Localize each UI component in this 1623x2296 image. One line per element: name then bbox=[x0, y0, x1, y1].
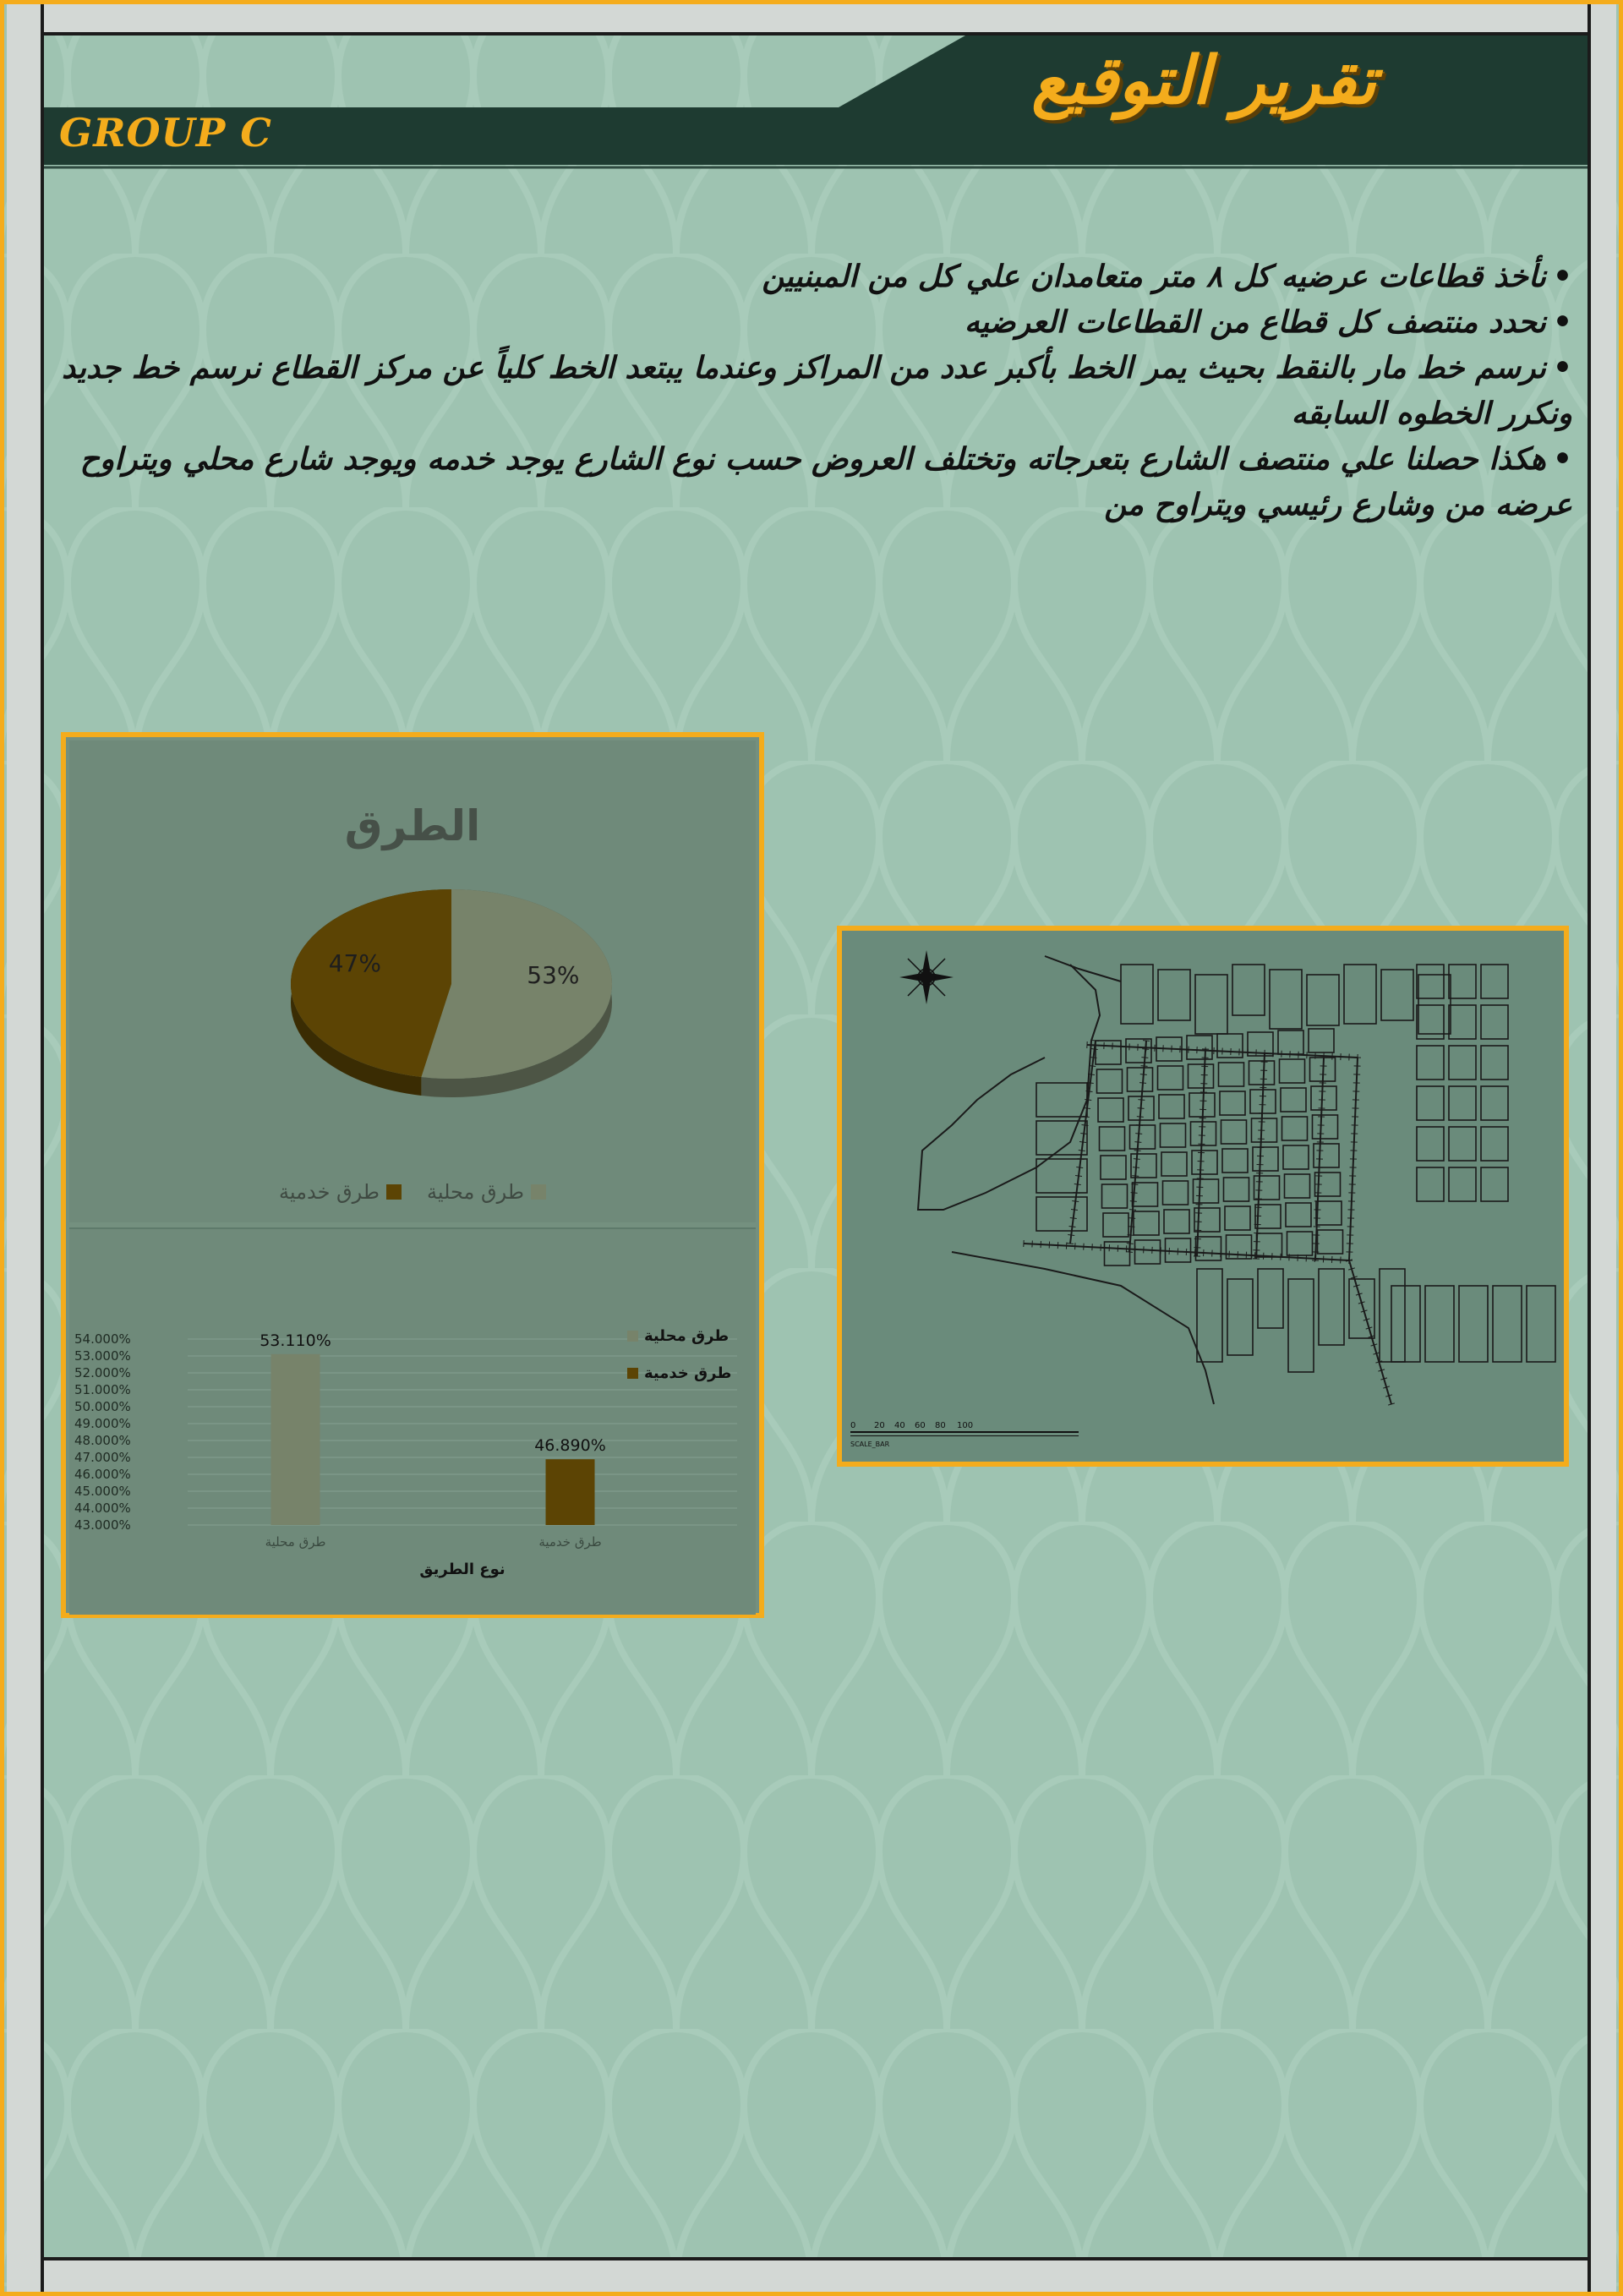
city-block bbox=[1191, 1122, 1216, 1145]
city-block bbox=[1227, 1279, 1253, 1355]
y-tick-label: 54.000% bbox=[74, 1331, 131, 1347]
city-block bbox=[1159, 1095, 1184, 1118]
city-block bbox=[1391, 1286, 1420, 1362]
bar bbox=[271, 1354, 320, 1525]
street-tick bbox=[1137, 1117, 1144, 1118]
street-tick bbox=[1074, 1184, 1081, 1185]
city-block bbox=[1313, 1115, 1338, 1139]
street-tick bbox=[1129, 1210, 1136, 1211]
bullet-list bbox=[59, 254, 1572, 528]
pie-chart-panel bbox=[69, 741, 756, 1222]
map-outline bbox=[918, 965, 1100, 1210]
scale-bar-label: SCALE_BAR bbox=[850, 1440, 890, 1448]
street-tick bbox=[1134, 1142, 1141, 1143]
city-block bbox=[1481, 1046, 1508, 1080]
city-block bbox=[1158, 970, 1190, 1020]
bullet-dot-icon: • bbox=[1552, 350, 1572, 385]
scale-tick-label: 40 bbox=[894, 1421, 905, 1430]
city-block bbox=[1133, 1183, 1158, 1206]
page-top-margin bbox=[7, 0, 1616, 32]
city-block bbox=[1224, 1178, 1249, 1201]
city-block bbox=[1036, 1083, 1087, 1117]
city-block bbox=[1449, 1046, 1476, 1080]
city-block bbox=[1425, 1286, 1454, 1362]
pie-chart-title: الطرق bbox=[344, 801, 481, 850]
scale-tick-label: 60 bbox=[915, 1421, 926, 1430]
legend-label: طرق محلية bbox=[644, 1327, 730, 1345]
frame-line-top bbox=[41, 32, 1591, 36]
city-block bbox=[1192, 1151, 1217, 1174]
city-block bbox=[1417, 965, 1444, 998]
street-tick bbox=[1142, 1049, 1149, 1050]
city-block bbox=[1195, 975, 1227, 1034]
street-tick bbox=[1136, 1125, 1143, 1126]
city-block bbox=[1287, 1232, 1313, 1255]
report-title: تقرير التوقيع bbox=[1031, 42, 1376, 119]
scale-tick-label: 100 bbox=[957, 1421, 974, 1430]
city-block bbox=[1196, 1237, 1221, 1260]
city-block bbox=[1102, 1184, 1128, 1208]
group-label: GROUP C bbox=[59, 110, 272, 156]
legend-label: طرق خدمية bbox=[644, 1364, 732, 1382]
y-tick-label: 44.000% bbox=[74, 1501, 131, 1516]
city-block bbox=[1481, 1086, 1508, 1120]
street-tick bbox=[1071, 1210, 1078, 1211]
city-block bbox=[1036, 1121, 1087, 1155]
y-tick-label: 52.000% bbox=[74, 1365, 131, 1380]
city-block bbox=[1126, 1039, 1151, 1063]
city-block bbox=[1096, 1041, 1121, 1064]
pie-legend bbox=[69, 1180, 756, 1204]
legend-item: طرق محلية bbox=[427, 1180, 546, 1204]
city-block bbox=[1197, 1269, 1222, 1362]
street-tick bbox=[1068, 1235, 1074, 1236]
street-line bbox=[1129, 1041, 1146, 1252]
y-tick-label: 48.000% bbox=[74, 1433, 131, 1448]
city-block bbox=[1257, 1233, 1282, 1257]
bullet-item: •نحدد منتصف كل قطاع من القطاعات العرضيه bbox=[964, 304, 1572, 340]
scale-tick-label: 80 bbox=[935, 1421, 946, 1430]
y-tick-label: 46.000% bbox=[74, 1467, 131, 1482]
legend-item: طرق خدمية bbox=[279, 1180, 402, 1204]
street-tick bbox=[1128, 1235, 1134, 1236]
pie-data-label: 47% bbox=[328, 949, 381, 978]
scale-tick-label: 20 bbox=[874, 1421, 885, 1430]
city-block bbox=[1481, 1127, 1508, 1161]
city-block bbox=[1481, 1167, 1508, 1201]
map-outline bbox=[952, 1252, 1214, 1404]
bullet-item: •نرسم خط مار بالنقط بحيث يمر الخط بأكبر عدد من المراكز وعندما يبتعد الخط كلياً عن مركز القطاع نرسم خط جديد ونكرر الخطوه السابقه bbox=[62, 350, 1572, 431]
city-block bbox=[1286, 1203, 1311, 1227]
city-block bbox=[1481, 965, 1508, 998]
city-block bbox=[1163, 1181, 1189, 1205]
city-block bbox=[1481, 1005, 1508, 1039]
street-tick bbox=[1079, 1142, 1086, 1143]
city-block bbox=[1194, 1179, 1219, 1203]
x-tick-label: طرق محلية bbox=[265, 1534, 326, 1550]
roads-chart-frame bbox=[61, 732, 764, 1618]
street-tick bbox=[1139, 1091, 1145, 1092]
city-block bbox=[1219, 1063, 1244, 1086]
city-block bbox=[1309, 1029, 1334, 1052]
city-block bbox=[1417, 1127, 1444, 1161]
city-block bbox=[1285, 1174, 1310, 1198]
street-tick bbox=[1140, 1074, 1147, 1075]
city-block bbox=[1278, 1030, 1303, 1054]
city-block bbox=[1128, 1068, 1153, 1091]
city-block bbox=[1311, 1086, 1336, 1110]
street-line bbox=[1349, 1260, 1391, 1404]
bullet-item: •نأخذ قطاعات عرضيه كل ٨ متر متعامدان علي كل من المبنيين bbox=[762, 259, 1572, 294]
street-tick bbox=[1139, 1083, 1146, 1084]
frame-line-bottom bbox=[41, 2257, 1591, 2260]
city-block bbox=[1097, 1069, 1123, 1093]
city-block bbox=[1381, 970, 1413, 1020]
street-tick bbox=[1133, 1167, 1139, 1168]
street-tick bbox=[1075, 1176, 1082, 1177]
city-block bbox=[1220, 1091, 1245, 1115]
city-block bbox=[1161, 1152, 1187, 1176]
city-block bbox=[1527, 1286, 1555, 1362]
city-block bbox=[1314, 1144, 1339, 1167]
city-block bbox=[1417, 1086, 1444, 1120]
legend-swatch bbox=[531, 1184, 546, 1200]
city-block bbox=[1380, 1269, 1405, 1362]
page-header bbox=[44, 36, 1587, 169]
street-map-frame bbox=[837, 926, 1569, 1467]
y-tick-label: 47.000% bbox=[74, 1450, 131, 1465]
city-block bbox=[1103, 1213, 1128, 1237]
city-block bbox=[1222, 1149, 1248, 1173]
x-axis-label: نوع الطريق bbox=[419, 1561, 505, 1578]
city-block bbox=[1449, 1167, 1476, 1201]
bar-chart-panel bbox=[69, 1227, 756, 1615]
street-centerlines bbox=[1024, 1041, 1395, 1406]
frame-line-right bbox=[1587, 0, 1591, 2296]
street-tick bbox=[1126, 1252, 1133, 1253]
y-tick-label: 43.000% bbox=[74, 1517, 131, 1533]
city-block bbox=[1134, 1211, 1159, 1235]
street-tick bbox=[1091, 1049, 1098, 1050]
city-block bbox=[1105, 1242, 1130, 1266]
city-block bbox=[1249, 1061, 1275, 1085]
street-tick bbox=[1131, 1193, 1138, 1194]
city-block bbox=[1135, 1240, 1161, 1264]
city-block bbox=[1449, 1127, 1476, 1161]
frame-line-left bbox=[41, 0, 44, 2296]
city-block bbox=[1232, 965, 1265, 1015]
y-tick-label: 51.000% bbox=[74, 1382, 131, 1397]
city-block bbox=[1418, 975, 1451, 1034]
scale-bar bbox=[850, 1421, 1079, 1448]
city-block bbox=[1349, 1279, 1374, 1338]
legend-swatch bbox=[627, 1368, 638, 1379]
bullet-dot-icon: • bbox=[1552, 304, 1572, 340]
city-block bbox=[1318, 1230, 1343, 1254]
city-block bbox=[1225, 1206, 1250, 1230]
city-block bbox=[1164, 1210, 1189, 1233]
city-block bbox=[1158, 1066, 1183, 1090]
city-block bbox=[1417, 1046, 1444, 1080]
city-block bbox=[1161, 1123, 1186, 1147]
bullet-dot-icon: • bbox=[1552, 441, 1572, 477]
city-blocks bbox=[1036, 965, 1555, 1372]
street-tick bbox=[1138, 1108, 1145, 1109]
city-block bbox=[1130, 1125, 1156, 1149]
city-block bbox=[1493, 1286, 1522, 1362]
street-tick bbox=[1131, 1184, 1138, 1185]
street-map bbox=[842, 931, 1564, 1462]
city-block bbox=[1307, 975, 1339, 1025]
city-block bbox=[1281, 1088, 1306, 1112]
city-block bbox=[1282, 1117, 1308, 1140]
street-tick bbox=[1141, 1066, 1148, 1067]
street-tick bbox=[1072, 1201, 1079, 1202]
city-block bbox=[1417, 1167, 1444, 1201]
street-tick bbox=[1085, 1100, 1091, 1101]
street-tick bbox=[1084, 1108, 1090, 1109]
city-block bbox=[1098, 1098, 1123, 1122]
city-block bbox=[1280, 1059, 1305, 1083]
city-block bbox=[1100, 1127, 1125, 1151]
y-tick-label: 49.000% bbox=[74, 1416, 131, 1431]
scale-tick-label: 0 bbox=[850, 1421, 856, 1430]
legend-swatch bbox=[386, 1184, 402, 1200]
city-block bbox=[1254, 1176, 1280, 1200]
bullet-item: •هكذا حصلنا علي منتصف الشارع بتعرجاته وتختلف العروض حسب نوع الشارع يوجد خدمه ويوجد شارع محلي ويتراوح عرضه من وشارع رئيسي ويتراوح من bbox=[79, 441, 1572, 522]
street-tick bbox=[1138, 1100, 1145, 1101]
city-block bbox=[1288, 1279, 1314, 1372]
city-block bbox=[1449, 965, 1476, 998]
bar bbox=[546, 1459, 595, 1525]
city-block bbox=[1189, 1064, 1214, 1088]
city-block bbox=[1121, 965, 1153, 1024]
bar-chart bbox=[69, 1229, 756, 1615]
street-tick bbox=[1128, 1218, 1135, 1219]
city-block bbox=[1258, 1269, 1283, 1328]
bullet-dot-icon: • bbox=[1552, 259, 1572, 294]
bar-data-label: 46.890% bbox=[534, 1436, 606, 1456]
city-block bbox=[1187, 1036, 1212, 1059]
legend-swatch bbox=[627, 1331, 638, 1342]
city-block bbox=[1036, 1197, 1087, 1231]
bar-data-label: 53.110% bbox=[260, 1331, 331, 1350]
city-block bbox=[1344, 965, 1376, 1024]
north-arrow-icon bbox=[899, 950, 954, 1004]
page-right-margin bbox=[1591, 0, 1616, 2296]
city-block bbox=[1449, 1005, 1476, 1039]
city-block bbox=[1459, 1286, 1488, 1362]
x-tick-label: طرق خدمية bbox=[538, 1534, 602, 1550]
city-block bbox=[1316, 1201, 1342, 1225]
city-block bbox=[1319, 1269, 1344, 1345]
street-tick bbox=[1076, 1167, 1083, 1168]
page-left-margin bbox=[7, 0, 41, 2296]
page-bottom-margin bbox=[7, 2260, 1616, 2292]
pie-data-label: 53% bbox=[527, 960, 580, 989]
city-block bbox=[1270, 970, 1302, 1029]
city-block bbox=[1283, 1145, 1309, 1169]
city-block bbox=[1449, 1086, 1476, 1120]
city-block bbox=[1101, 1156, 1126, 1179]
street-tick bbox=[1134, 1159, 1140, 1160]
city-block bbox=[1221, 1120, 1247, 1144]
street-tick bbox=[1070, 1218, 1077, 1219]
y-tick-label: 45.000% bbox=[74, 1484, 131, 1499]
street-tick bbox=[1132, 1176, 1139, 1177]
y-tick-label: 50.000% bbox=[74, 1399, 131, 1414]
city-block bbox=[1253, 1147, 1278, 1171]
y-tick-label: 53.000% bbox=[74, 1348, 131, 1364]
street-tick bbox=[1130, 1201, 1137, 1202]
